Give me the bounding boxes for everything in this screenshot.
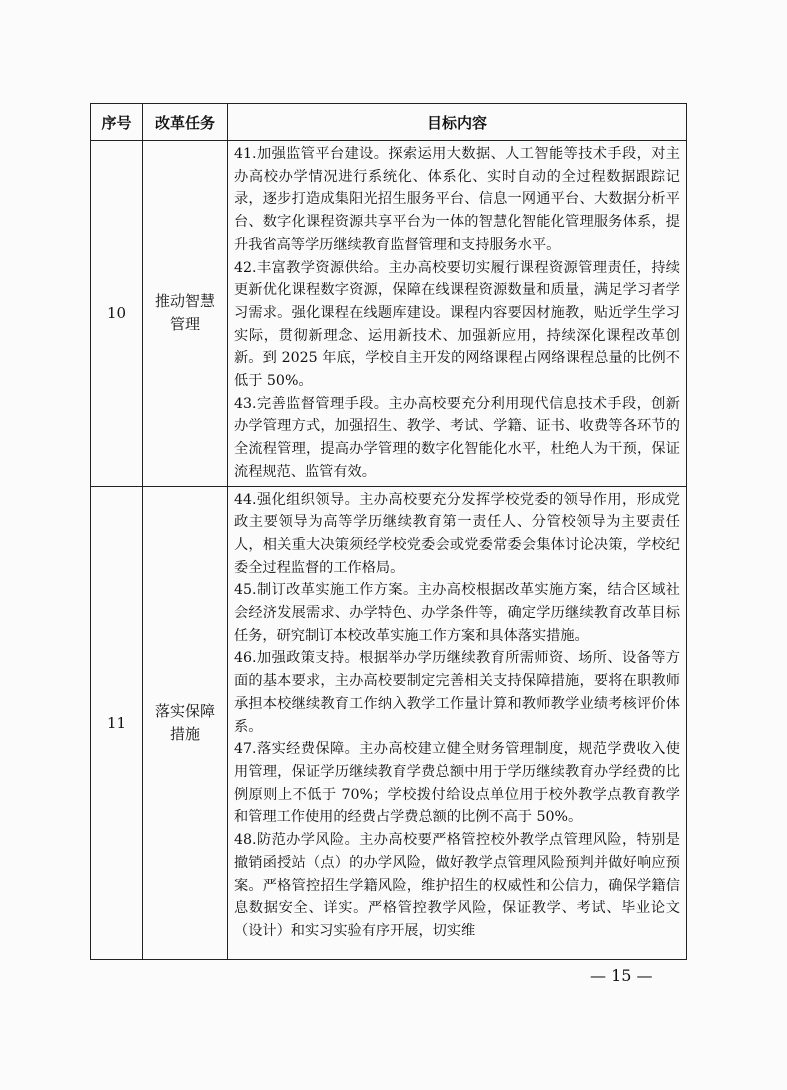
header-target-content: 目标内容 — [228, 104, 687, 141]
content-item-42: 42.丰富教学资源供给。主办高校要切实履行课程资源管理责任，持续更新优化课程数字资源，保障在线课程资源数量和质量，满足学习者学习需求。强化课程在线题库建设。课程内容要因材施教，贴近学生学习实际，贯彻新理念、运用新技术、加强新应用，持续深化课程改革创新。到 2025 年底，学校自主开发的网络课程占网络课程总量的比例不低于 50%。 — [234, 259, 680, 390]
page-number: — 15 — — [590, 966, 653, 985]
content-item-48: 48.防范办学风险。主办高校要严格管控校外教学点管理风险，特别是撤销函授站（点）的办学风险，做好教学点管理风险预判并做好响应预案。严格管控招生学籍风险，维护招生的权威性和公信力，确保学籍信息数据安全、详实。严格管控教学风险，保证教学、考试、毕业论文（设计）和实习实验有序开展，切实维 — [234, 832, 680, 939]
header-serial-number: 序号 — [91, 104, 143, 141]
row-target-content — [228, 486, 687, 959]
table-row — [91, 486, 687, 959]
header-reform-task: 改革任务 — [143, 104, 228, 141]
table-row — [91, 141, 687, 487]
content-item-47: 47.落实经费保障。主办高校建立健全财务管理制度，规范学费收入使用管理，保证学历继续教育学费总额中用于学历继续教育办学经费的比例原则上不低于 70%；学校拨付给设点单位用于校外教学点教育教学和管理工作使用的经费占学费总额的比例不高于 50%。 — [234, 741, 680, 826]
content-item-44: 44.强化组织领导。主办高校要充分发挥学校党委的领导作用，形成党政主要领导为高等学历继续教育第一责任人、分管校领导为主要责任人，相关重大决策须经学校党委会或党委常委会集体讨论决策，学校纪委全过程监督的工作格局。 — [234, 491, 680, 576]
row-reform-task: 落实保障措施 — [143, 486, 228, 959]
row-reform-task: 推动智慧管理 — [143, 141, 228, 487]
content-item-43: 43.完善监督管理手段。主办高校要充分利用现代信息技术手段，创新办学管理方式，加强招生、教学、考试、学籍、证书、收费等各环节的全流程管理，提高办学管理的数字化智能化水平，杜绝人为干预，保证流程规范、监管有效。 — [234, 395, 680, 480]
content-item-41: 41.加强监管平台建设。探索运用大数据、人工智能等技术手段，对主办高校办学情况进行系统化、体系化、实时自动的全过程数据跟踪记录，逐步打造成集阳光招生服务平台、信息一网通平台、大数据分析平台、数字化课程资源共享平台为一体的智慧化智能化管理服务体系，提升我省高等学历继续教育监督管理和支持服务水平。 — [234, 146, 680, 253]
content-item-46: 46.加强政策支持。根据举办学历继续教育所需师资、场所、设备等方面的基本要求，主办高校要制定完善相关支持保障措施，要将在职教师承担本校继续教育工作纳入教学工作量计算和教师教学业绩考核评价体系。 — [234, 650, 680, 735]
row-target-content — [228, 141, 687, 487]
content-item-45: 45.制订改革实施工作方案。主办高校根据改革实施方案，结合区域社会经济发展需求、办学特色、办学条件等，确定学历继续教育改革目标任务，研究制订本校改革实施工作方案和具体落实措施。 — [234, 582, 680, 644]
row-serial-number: 10 — [91, 141, 143, 487]
reform-task-table — [90, 103, 687, 960]
row-serial-number: 11 — [91, 486, 143, 959]
table-header-row — [91, 104, 687, 141]
